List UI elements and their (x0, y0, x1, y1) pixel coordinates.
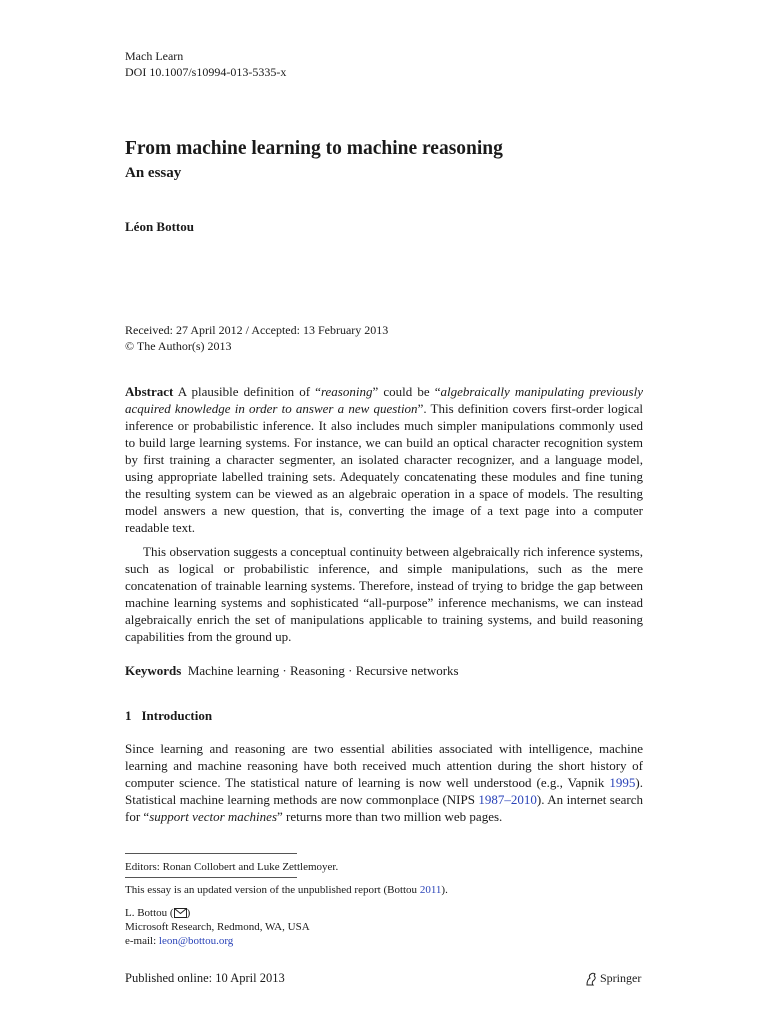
copyright: © The Author(s) 2013 (125, 339, 232, 353)
paper-title: From machine learning to machine reasoning (125, 138, 503, 159)
abstract-paragraph-2: This observation suggests a conceptual continuity between algebraically rich inference systems, such as logical or probabilistic inference, and simple manipulations, such as the mere concatenation of trainable learning systems. Therefore, instead of trying to bridge the gap between machine learning systems and sophisticated “all-purpose” inference mechanisms, we can instead algebraically enrich the set of manipulations applicable to training systems, and build reasoning capabilities from the ground up. (125, 544, 643, 644)
email-link[interactable]: leon@bottou.org (158, 935, 234, 947)
intro-emphasis: support vector machines (149, 809, 277, 824)
citation-link[interactable]: 1987–2010 (478, 792, 537, 807)
publisher-name: Springer (600, 971, 642, 985)
author-name: Léon Bottou (125, 219, 194, 234)
abstract-emphasis: reasoning (320, 384, 373, 399)
paper-subtitle: An essay (125, 165, 182, 181)
intro-text: ” returns more than two million web pages. (277, 809, 503, 824)
citation-link[interactable]: 2011 (419, 884, 442, 896)
intro-text: ). An internet search for “ (125, 792, 643, 824)
keywords-label: Keywords (125, 663, 182, 678)
abstract-text: A plausible definition of “ (173, 384, 321, 399)
journal-name: Mach Learn (125, 49, 184, 63)
received-dates: Received: 27 April 2012 / Accepted: 13 February 2013 (125, 323, 389, 337)
footnote-divider (125, 877, 297, 878)
footnote-text: This essay is an updated version of the unpublished report (Bottou (125, 884, 420, 896)
intro-text: ). Statistical machine learning methods are now commonplace (NIPS (125, 775, 643, 807)
section-title: Introduction (141, 708, 213, 723)
email-label: e-mail: (125, 935, 159, 947)
email-line (125, 934, 233, 949)
springer-horse-icon (585, 972, 597, 986)
publisher-logo (585, 971, 641, 986)
published-date: Published online: 10 April 2013 (125, 971, 285, 985)
footnote-text: ). (441, 884, 448, 896)
section-heading (125, 708, 212, 724)
footnote-essay (125, 883, 448, 898)
author-footnote-end: ) (186, 907, 191, 919)
doi: DOI 10.1007/s10994-013-5335-x (125, 65, 287, 79)
footnote-divider (125, 853, 297, 854)
footnote-editors: Editors: Ronan Collobert and Luke Zettlemoyer. (125, 861, 339, 873)
section-number: 1 (125, 708, 132, 723)
keywords (125, 662, 643, 679)
abstract-label: Abstract (125, 384, 174, 399)
intro-paragraph (125, 740, 643, 825)
abstract-definition-quote: algebraically manipulating previously acquired knowledge in order to answer a new question (125, 384, 643, 416)
citation-link[interactable]: 1995 (609, 775, 636, 790)
affiliation: Microsoft Research, Redmond, WA, USA (125, 921, 310, 933)
abstract-text: ”. This definition covers first-order logical inference or probabilistic inference. It also includes much simpler manipulations commonly used to build large learning systems. For instance, we can build an optical character recognition system by first training a character segmenter, an isolated character recognizer, and a language model, using appropriate labelled training sets. Adequately concatenating these modules and fine tuning the resulting system can be viewed as an algebraic operation in a space of models. The resulting model answers a new question, that is, converting the image of a text page into a computer readable text. (125, 401, 643, 535)
keywords-list: Machine learning · Reasoning · Recursive networks (187, 663, 459, 678)
abstract-paragraph-1 (125, 383, 643, 536)
intro-text: Since learning and reasoning are two essential abilities associated with intelligence, machine learning and machine reasoning have both received much attention during the short history of computer science. The statistical nature of learning is now well understood (e.g., Vapnik (125, 741, 643, 790)
abstract-text: ” could be “ (372, 384, 441, 399)
author-footnote-name: L. Bottou ( (125, 907, 174, 919)
